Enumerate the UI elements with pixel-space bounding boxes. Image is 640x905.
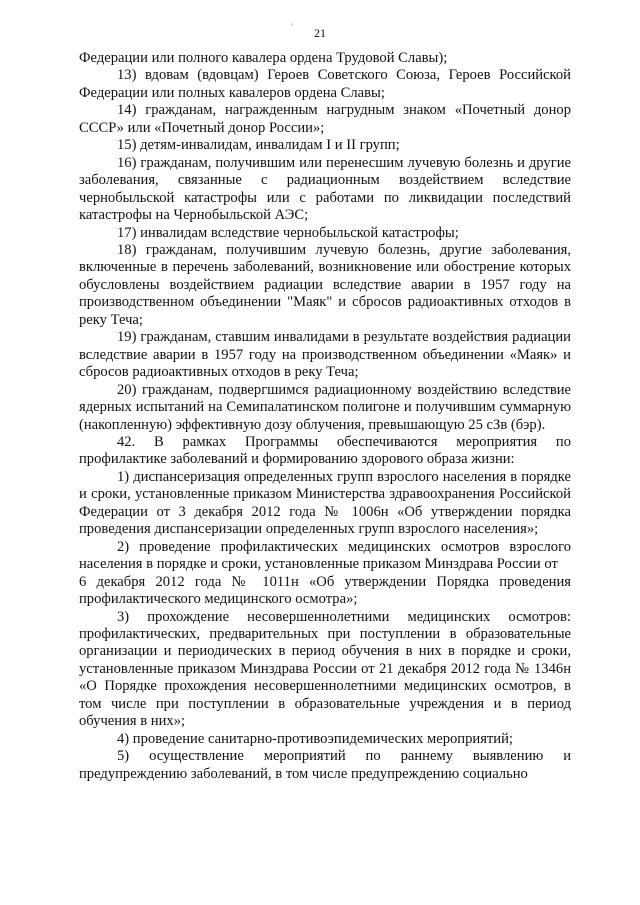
list-item-17: 17) инвалидам вследствие чернобыльской катастрофы; [117,224,459,241]
document-body [79,50,571,783]
list-item-16: 16) гражданам, получившим или перенесшим лучевую болезнь и другие заболевания, связанные с радиационным воздействием вследствие чернобыльской катастрофы или с работами по ликвидации последствий катастрофы на Чернобыльской АЭС; [79,154,571,224]
section-42-item-2-continuation: 6 декабря 2012 года № 1011н «Об утверждении Порядка проведения профилактического медицинского осмотра»; [79,573,571,608]
list-item-18: 18) гражданам, получившим лучевую болезнь, другие заболевания, включенные в перечень заболеваний, возникновение или обострение которых обусловлены воздействием радиации вследствие аварии в 1957 году на производственном объединении "Маяк" и сбросов радиоактивных отходов в реку Теча; [79,241,571,328]
section-42-item-3: 3) прохождение несовершеннолетними медицинских осмотров: профилактических, предварительных при поступлении в образовательные организации и периодических в период обучения в них в порядке и сроки, установленные приказом Минздрава России от 21 декабря 2012 года № 1346н «О Порядке прохождения несовершеннолетними медицинских осмотров, в том числе при поступлении в образовательные учреждения и в период обучения в них»; [79,608,571,730]
scan-mark: ' [291,22,293,32]
list-item-20: 20) гражданам, подвергшимся радиационному воздействию вследствие ядерных испытаний на Семипалатинском полигоне и получившим суммарную (накопленную) эффективную дозу облучения, превышающую 25 сЗв (бэр). [79,381,571,433]
section-42-paragraph: 42. В рамках Программы обеспечиваются мероприятия по профилактике заболеваний и формированию здорового образа жизни: [79,433,571,468]
section-42-item-2: 2) проведение профилактических медицинских осмотров взрослого населения в порядке и сроки, установленные приказом Минздрава России от [79,538,571,573]
section-42-item-1: 1) диспансеризация определенных групп взрослого населения в порядке и сроки, установленные приказом Министерства здравоохранения Российской Федерации от 3 декабря 2012 года № 1006н «Об утверждении порядка проведения диспансеризации определенных групп взрослого населения»; [79,468,571,538]
section-42-item-4: 4) проведение санитарно-противоэпидемических мероприятий; [117,730,513,747]
page-number: 21 [314,26,326,40]
list-item-19: 19) гражданам, ставшим инвалидами в результате воздействия радиации вследствие аварии в 1957 году на производственном объединении «Маяк» и сбросов радиоактивных отходов в реку Теча; [79,329,571,381]
section-42-item-5: 5) осуществление мероприятий по раннему выявлению и предупреждению заболеваний, в том числе предупреждению социально [79,748,571,782]
list-item-13: 13) вдовам (вдовцам) Героев Советского Союза, Героев Российской Федерации или полных кавалеров ордена Славы; [79,67,571,101]
list-item-15: 15) детям-инвалидам, инвалидам I и II групп; [117,137,400,154]
paragraph-continuation: Федерации или полного кавалера ордена Трудовой Славы); [79,50,448,66]
list-item-14: 14) гражданам, награжденным нагрудным знаком «Почетный донор СССР» или «Почетный донор России»; [79,102,571,136]
